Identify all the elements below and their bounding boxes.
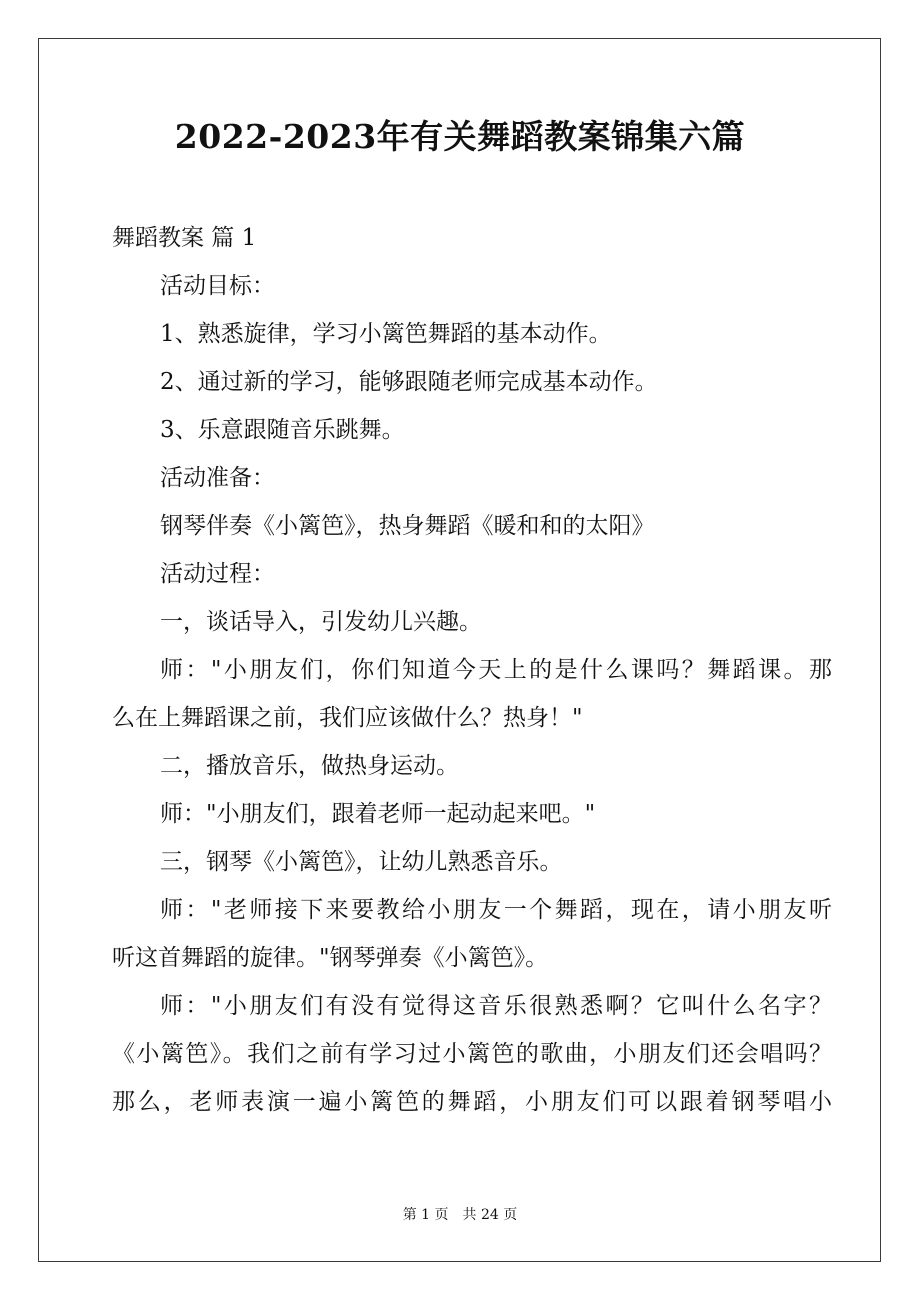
- page-number: 第 1 页: [402, 1207, 449, 1223]
- paragraph-line: 二，播放音乐，做热身运动。: [160, 753, 459, 779]
- document-title: 2022-2023年有关舞蹈教案锦集六篇: [174, 117, 746, 156]
- paragraph-line: 1、熟悉旋律，学习小篱笆舞蹈的基本动作。: [160, 321, 612, 347]
- section-heading: 舞蹈教案 篇 1: [112, 225, 257, 251]
- paragraph-line: 2、通过新的学习，能够跟随老师完成基本动作。: [160, 369, 658, 395]
- paragraph-line: 活动过程：: [160, 561, 275, 587]
- paragraph-line: 活动准备：: [160, 465, 275, 491]
- page-total: 共 24 页: [462, 1207, 518, 1223]
- paragraph-line: 一，谈话导入，引发幼儿兴趣。: [160, 609, 482, 635]
- document-body: [112, 214, 832, 1126]
- paragraph-line: 3、乐意跟随音乐跳舞。: [160, 417, 405, 443]
- paragraph-line: 么在上舞蹈课之前，我们应该做什么？热身！": [112, 705, 583, 731]
- paragraph-line: 那么，老师表演一遍小篱笆的舞蹈，小朋友们可以跟着钢琴唱小: [112, 1089, 832, 1115]
- paragraph-line: 听这首舞蹈的旋律。"钢琴弹奏《小篱笆》。: [112, 945, 549, 971]
- paragraph-line: 师："老师接下来要教给小朋友一个舞蹈，现在，请小朋友听: [160, 897, 832, 923]
- paragraph-line: 三，钢琴《小篱笆》，让幼儿熟悉音乐。: [160, 849, 563, 875]
- paragraph-line: 师："小朋友们，跟着老师一起动起来吧。": [160, 801, 596, 827]
- paragraph-line: 《小篱笆》。我们之前有学习过小篱笆的歌曲，小朋友们还会唱吗？: [112, 1041, 832, 1067]
- paragraph-line: 活动目标：: [160, 273, 275, 299]
- page-footer: [0, 1205, 920, 1225]
- paragraph-line: 师："小朋友们，你们知道今天上的是什么课吗？舞蹈课。那: [160, 657, 832, 683]
- paragraph-line: 钢琴伴奏《小篱笆》，热身舞蹈《暖和和的太阳》: [160, 513, 655, 539]
- paragraph-line: 师："小朋友们有没有觉得这音乐很熟悉啊？它叫什么名字？: [160, 993, 832, 1019]
